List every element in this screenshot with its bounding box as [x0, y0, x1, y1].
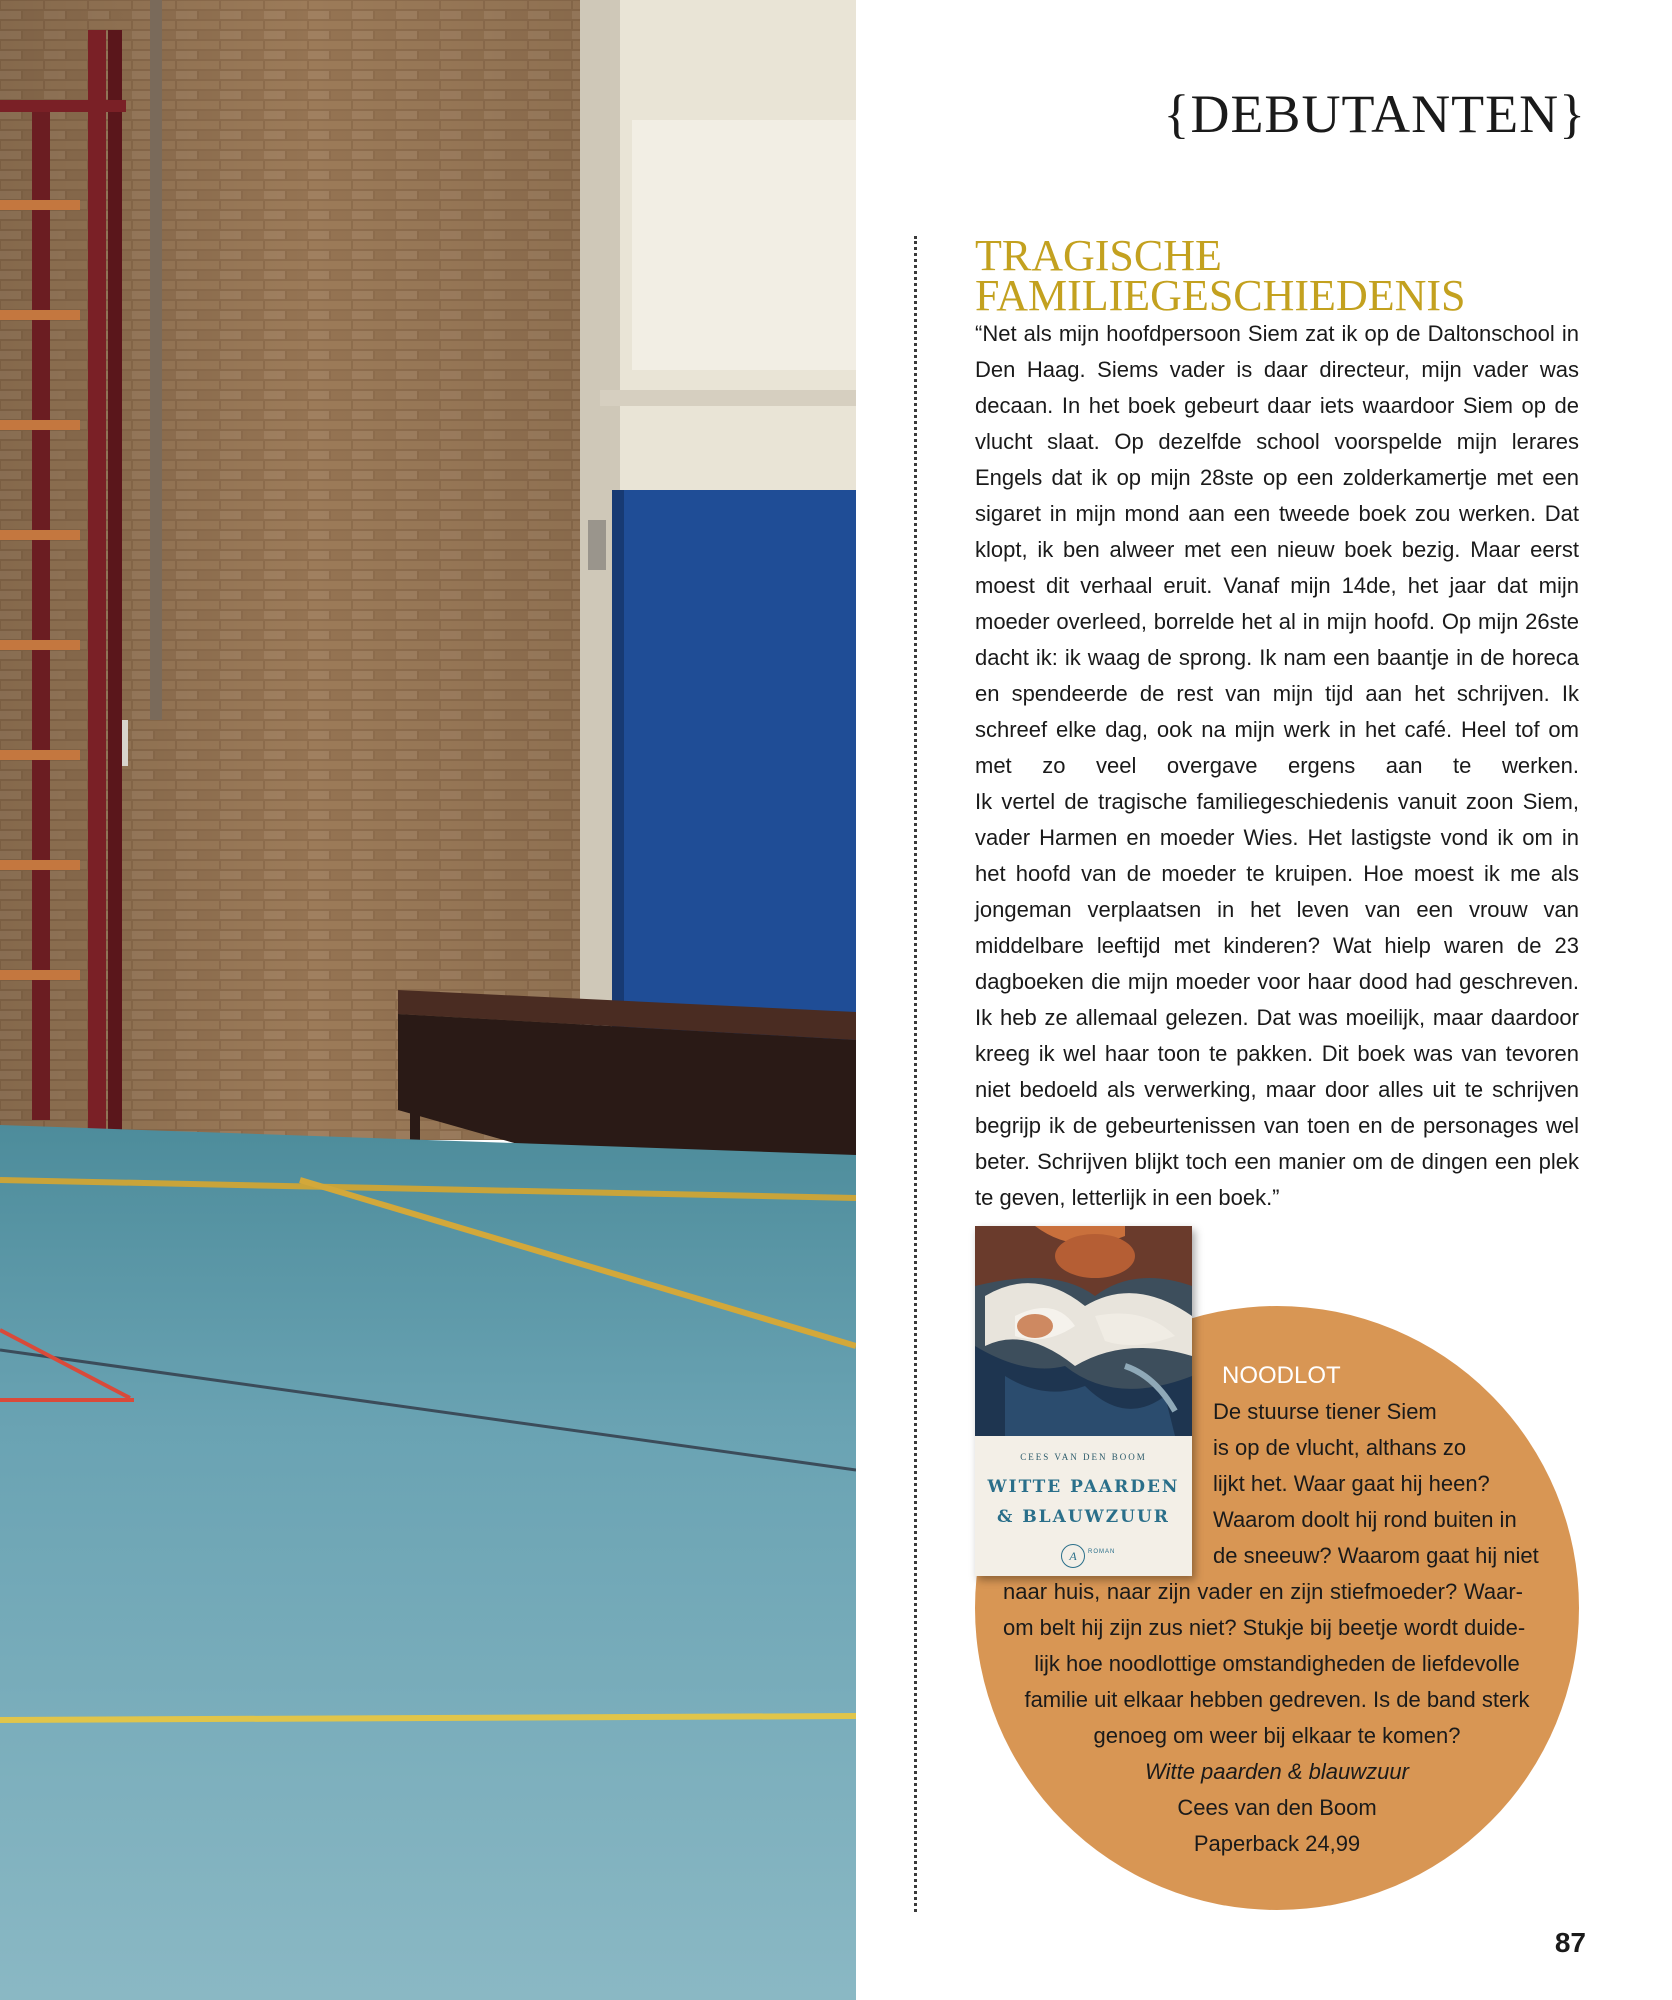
article-headline [975, 231, 1595, 320]
body-paragraph: “Net als mijn hoofdpersoon Siem zat ik op de Daltonschool in Den Haag. Siems vader is daar directeur, mijn vader was decaan. In het boek gebeurt daar iets waardoor Siem op de vlucht slaat. Op dezelfde school voorspelde mijn lerares Engels dat ik op mijn 28ste op een zolderkamertje met een sigaret in mijn mond aan een tweede boek zou werken. Dat klopt, ik ben alweer met een nieuw boek bezig. Maar eerst moest dit verhaal eruit. Vanaf mijn 14de, het jaar dat mijn moeder overleed, borrelde het al in mijn hoofd. Op mijn 26ste dacht ik: ik waag de sprong. Ik nam een baantje in de horeca en spendeerde de rest van mijn tijd aan het schrijven. Ik schreef elke dag, ook na mijn werk in het café. Heel tof om met zo veel overgave ergens aan te werken. [975, 321, 1579, 778]
review-line: lijk hoe noodlottige omstandigheden de liefdevolle [1034, 1651, 1520, 1676]
review-line: naar huis, naar zijn vader en zijn stiefmoeder? Waar- [1003, 1579, 1523, 1604]
review-title: NOODLOT [1222, 1362, 1341, 1389]
section-label: {DEBUTANTEN} [1163, 84, 1586, 144]
review-line: is op de vlucht, althans zo [1213, 1435, 1467, 1460]
review-line: Waarom doolt hij rond buiten in [1213, 1507, 1517, 1532]
headline-line-2: FAMILIEGESCHIEDENIS [975, 271, 1466, 320]
body-paragraph: Ik vertel de tragische familiegeschiedenis vanuit zoon Siem, vader Harmen en moeder Wies. Het lastigste vond ik om in het hoofd van de moeder te kruipen. Hoe moest ik me als jongeman verplaatsen in het leven van een vrouw van middelbare leeftijd met kinderen? Wat hielp waren de 23 dagboeken die mijn moeder voor haar dood had geschreven. Ik heb ze allemaal gelezen. Dat was moeilijk, maar daardoor kreeg ik wel haar toon te pakken. Dit boek was van tevoren niet bedoeld als verwerking, maar door alles uit te schrijven begrijp ik de gebeurtenissen van toen en de personages wel beter. Schrijven blijkt toch een manier om de dingen een plek te geven, letterlijk in een boek.” [975, 789, 1579, 1210]
review-line: De stuurse tiener Siem [1213, 1399, 1437, 1424]
review-line: om belt hij zijn zus niet? Stukje bij beetje wordt duide- [1003, 1615, 1526, 1640]
book-cover-title-line: WITTE PAARDEN [987, 1477, 1180, 1497]
publisher-logo-icon: A [1061, 1544, 1085, 1568]
book-cover-author: CEES VAN DEN BOOM [1020, 1452, 1147, 1462]
book-cover-genre: ROMAN [1088, 1549, 1116, 1555]
review-line: de sneeuw? Waarom gaat hij niet [1213, 1543, 1539, 1568]
page-number: 87 [1554, 1927, 1586, 1958]
book-cover [975, 1226, 1192, 1576]
review-line: familie uit elkaar hebben gedreven. Is de band sterk [1024, 1687, 1530, 1712]
book-cover-title-line: & BLAUWZUUR [997, 1507, 1170, 1527]
review-line: genoeg om weer bij elkaar te komen? [1093, 1723, 1461, 1748]
headline-line-1: TRAGISCHE [975, 231, 1222, 280]
review-line: lijkt het. Waar gaat hij heen? [1213, 1471, 1490, 1496]
dotted-divider [914, 236, 917, 1912]
cover-painting [975, 1226, 1192, 1436]
review-price: Paperback 24,99 [1193, 1831, 1361, 1856]
review-author: Cees van den Boom [1177, 1795, 1377, 1820]
book-cover-title [975, 1472, 1192, 1532]
article-body [975, 316, 1579, 1216]
review-book-title: Witte paarden & blauwzuur [1145, 1759, 1409, 1784]
